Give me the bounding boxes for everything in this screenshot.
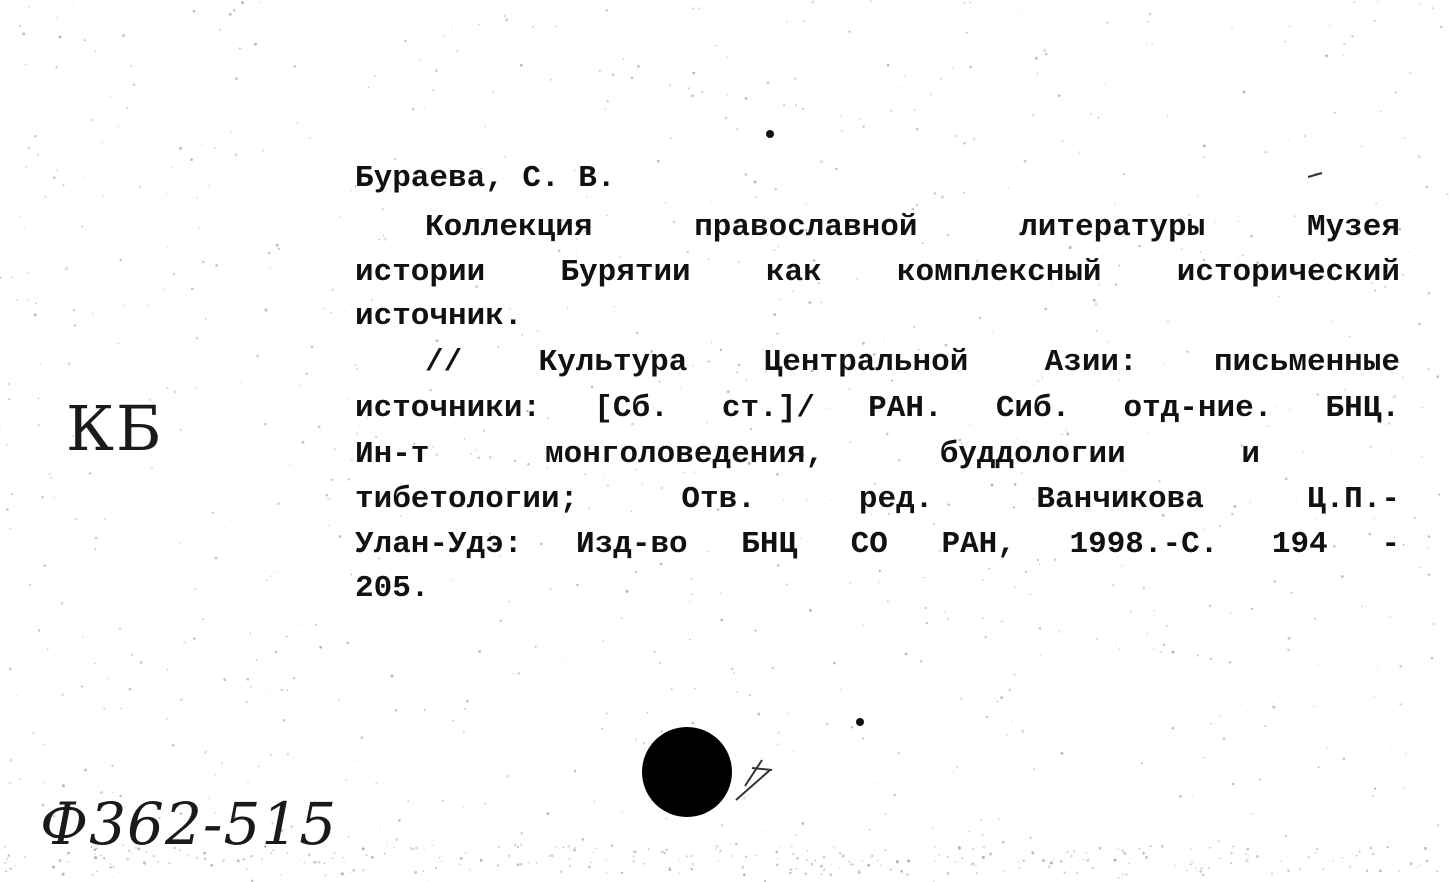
handwritten-mark: КБ: [66, 392, 164, 465]
word: Изд-во: [576, 527, 688, 562]
shelf-number: Ф362-515: [40, 790, 338, 858]
word: Ванчикова: [1036, 482, 1204, 517]
word: Отв.: [681, 482, 756, 517]
word: Ин-т: [355, 437, 430, 472]
word: Улан-Удэ:: [355, 527, 523, 562]
card-source-line-6: 205.: [355, 571, 430, 606]
card-author: Бураева, С. В.: [355, 161, 616, 196]
word: исторический: [1176, 255, 1400, 290]
word: Центральной: [763, 345, 969, 380]
word: Музея: [1306, 210, 1400, 245]
word: Культура: [538, 345, 688, 380]
card-source-line-4: [355, 477, 1400, 523]
word: Коллекция: [425, 210, 593, 245]
word: ст.]/: [721, 391, 815, 426]
word: ред.: [858, 482, 934, 517]
card-source-line-5: [355, 522, 1400, 568]
word: монголоведения,: [545, 437, 825, 472]
word: БНЦ: [741, 527, 798, 562]
word: как: [765, 255, 822, 290]
word: РАН.: [868, 391, 943, 426]
card-title-line-3: источник.: [355, 299, 523, 334]
word: источники:: [355, 391, 542, 426]
word: 1998.-С.: [1069, 527, 1219, 562]
word: православной: [694, 210, 918, 245]
word: и: [1241, 437, 1260, 472]
word: литературы: [1019, 210, 1206, 245]
word: БНЦ.: [1325, 391, 1400, 426]
word: буддологии: [939, 437, 1126, 472]
punch-hole: [642, 727, 732, 817]
word: Сиб.: [995, 391, 1071, 426]
word: комплексный: [896, 255, 1102, 290]
word: РАН,: [941, 527, 1016, 562]
card-title-line-1: [425, 205, 1400, 251]
word: Азии:: [1044, 345, 1138, 380]
word: Бурятии: [560, 255, 691, 290]
word: 194: [1271, 527, 1328, 562]
card-source-line-1: [425, 340, 1400, 386]
word: отд-ние.: [1123, 391, 1273, 426]
word: истории: [355, 255, 486, 290]
card-source-line-3: [355, 432, 1260, 478]
word: тибетологии;: [355, 482, 579, 517]
card-source-line-2: [355, 386, 1400, 432]
word: Ц.П.-: [1306, 482, 1400, 517]
word: -: [1381, 527, 1400, 562]
word: письменные: [1213, 345, 1400, 380]
word: //: [425, 345, 463, 380]
word: СО: [850, 527, 888, 562]
word: [Сб.: [594, 391, 669, 426]
card-title-line-2: [355, 250, 1400, 296]
